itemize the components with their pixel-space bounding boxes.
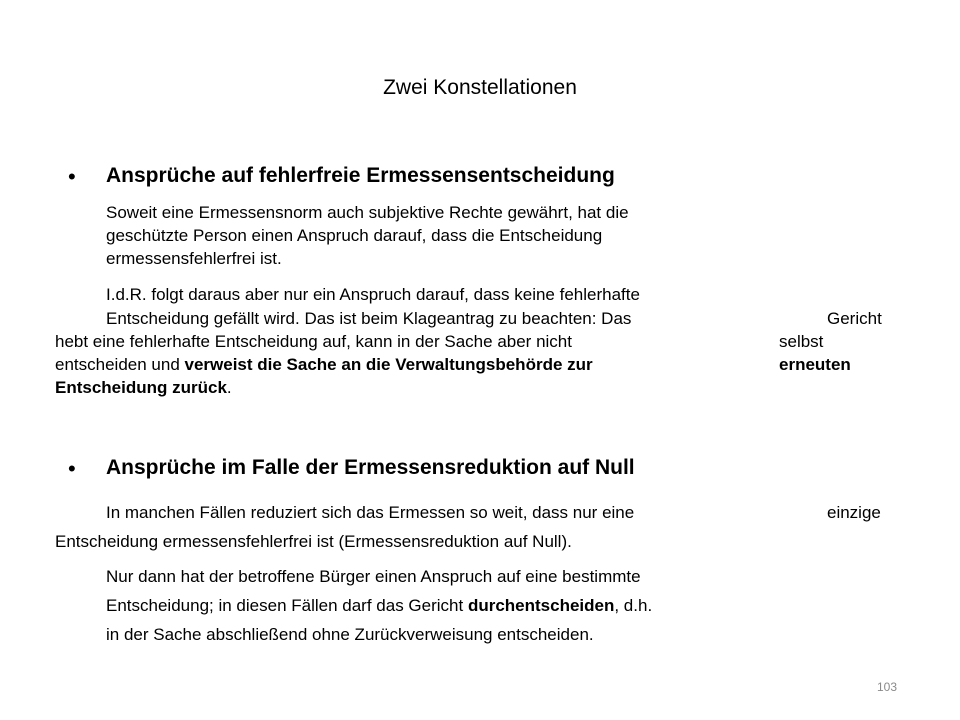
section-2-p1-line1b: einzige [827,503,881,522]
section-1-p2-line3a: hebt eine fehlerhafte Entscheidung auf, kann in der Sache aber nicht [55,332,572,351]
section-2-p1-line1a: In manchen Fällen reduziert sich das Ermessen so weit, dass nur eine [106,503,635,522]
section-2-p2-line2a: Entscheidung; in diesen Fällen darf das Gericht [106,596,468,615]
section-1-p1-line2: geschützte Person einen Anspruch darauf, dass die Entscheidung [106,226,603,245]
section-2-heading: Ansprüche im Falle der Ermessensreduktion auf Null [106,456,635,479]
page-number: 103 [877,680,898,694]
section-1-p2-line4a [55,353,593,376]
section-1-p2-line2a: Entscheidung gefällt wird. Das ist beim Klageantrag zu beachten: Das [106,309,632,328]
section-1-p2-line4a-normal: entscheiden und [55,355,185,374]
section-1-p2-line1: I.d.R. folgt daraus aber nur ein Anspruch darauf, dass keine fehlerhafte [106,285,640,304]
bullet-1: • [68,164,76,189]
section-2-p2-line2b: durchentscheiden [467,596,615,615]
section-1-p2-line4a-bold: verweist die Sache an die Verwaltungsbehörde zur [184,355,593,374]
section-2-p1-line2: Entscheidung ermessensfehlerfrei ist (Ermessensreduktion auf Null). [55,532,572,551]
bullet-2: • [68,456,76,481]
section-1-heading: Ansprüche auf fehlerfreie Ermessensentscheidung [106,164,615,187]
slide-title: Zwei Konstellationen [383,76,577,99]
section-1-p1-line3: ermessensfehlerfrei ist. [106,249,282,268]
section-2-p2-line3: in der Sache abschließend ohne Zurückverweisung entscheiden. [106,625,594,644]
section-2-p2-line2 [106,593,652,619]
section-1-p2-line5-bold: Entscheidung zurück [55,378,227,397]
section-1-p1-line1: Soweit eine Ermessensnorm auch subjektive Rechte gewährt, hat die [106,203,629,222]
section-2-p2-line1: Nur dann hat der betroffene Bürger einen Anspruch auf eine bestimmte [106,567,641,586]
section-2-p2-line2c: , d.h. [614,596,653,615]
section-1-p2-line3b: selbst [779,332,824,351]
section-1-p2-line5-end: . [226,378,232,397]
section-1-p2-line5 [55,376,232,399]
section-1-p2-line4b: erneuten [779,355,851,374]
section-1-p2-line2b: Gericht [827,309,882,328]
